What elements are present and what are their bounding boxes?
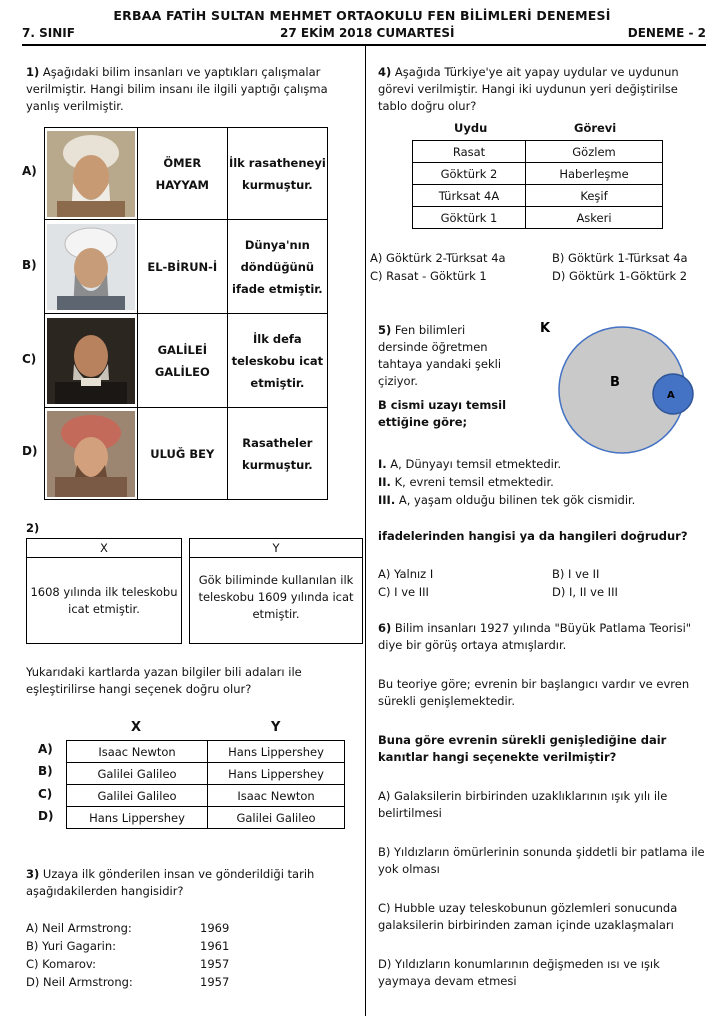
q5-label-a: A: [667, 390, 675, 401]
q3-number: 3): [26, 867, 40, 881]
q4-number: 4): [378, 65, 392, 79]
q2-a-x: Isaac Newton: [67, 741, 208, 763]
q4-sat-3: Türksat 4A: [413, 185, 526, 207]
q5-label-b: B: [610, 375, 620, 390]
q5-statement-3-text: A, yaşam olduğu bilinen tek gök cismidir.: [395, 493, 636, 507]
q5-condition: B cismi uzayı temsil ettiğine göre;: [378, 398, 507, 429]
q5-statement-1: [378, 456, 561, 473]
q4-option-a: A) Göktürk 2-Türksat 4a: [370, 251, 506, 265]
q6-option-a: A) Galaksilerin birbirinden uzaklıklarının ışık yılı ile belirtilmesi: [378, 789, 668, 820]
q4-option-b: B) Göktürk 1-Türksat 4a: [552, 251, 688, 265]
q6-option-b: B) Yıldızların ömürlerinin sonunda şiddetli bir patlama ile yok olması: [378, 845, 705, 876]
q1-number: 1): [26, 65, 40, 79]
q1-work-c: İlk defa teleskobu icat etmiştir.: [227, 314, 327, 408]
q3-option-c-year: 1957: [200, 957, 230, 971]
q1-name-a: ÖMER HAYYAM: [137, 128, 227, 220]
q1-option-a-letter: A): [22, 164, 37, 178]
q1-row-b: [45, 220, 328, 314]
q4-row-4: [413, 207, 663, 229]
q2-question: Yukarıdaki kartlarda yazan bilgiler bili adaları ile eşleştirilirse hangi seçenek doğru olur?: [26, 665, 302, 696]
portrait-galileo: [45, 314, 138, 408]
q2-row-d: [67, 807, 345, 829]
exam-title: ERBAA FATİH SULTAN MEHMET ORTAOKULU FEN BİLİMLERİ DENEMESİ: [113, 8, 611, 23]
q5-statement-1-text: A, Dünyayı temsil etmektedir.: [386, 457, 562, 471]
q2-card-x: [26, 538, 182, 644]
q2-b-x: Galilei Galileo: [67, 763, 208, 785]
q5-statement-1-num: I.: [378, 457, 387, 471]
q2-card-y-label: Y: [190, 539, 362, 558]
portrait-ulug-bey: [45, 408, 138, 500]
q2-option-b-letter: B): [38, 764, 53, 778]
q1-text: Aşağıdaki bilim insanları ve yaptıkları çalışmalar verilmiştir. Hangi bilim insanı ile ilgili yaptığı çalışma yanlış verilmiştir.: [26, 65, 328, 113]
portrait-el-biruni: [45, 220, 138, 314]
q3-text: Uzaya ilk gönderilen insan ve gönderildiği tarih aşağıdakilerden hangisidir?: [26, 867, 315, 898]
q6-prompt: [378, 620, 708, 654]
q2-card-x-text: 1608 yılında ilk teleskobu icat etmiştir.: [30, 585, 178, 616]
q6-question: Buna göre evrenin sürekli genişlediğine dair kanıtlar hangi seçenekte verilmiştir?: [378, 733, 667, 764]
q3-option-b-label: B) Yuri Gagarin:: [26, 939, 116, 953]
q1-scientist-table: [44, 127, 328, 500]
q4-sat-4: Göktürk 1: [413, 207, 526, 229]
q4-row-2: [413, 163, 663, 185]
q3-option-c-label: C) Komarov:: [26, 957, 96, 971]
q5-statement-3-num: III.: [378, 493, 396, 507]
q3-option-c: [26, 956, 96, 973]
q4-task-3: Keşif: [526, 185, 663, 207]
grade-label: 7. SINIF: [22, 26, 75, 40]
q1-work-b: Dünya'nın döndüğünü ifade etmiştir.: [227, 220, 327, 314]
q5-statement-2: [378, 474, 554, 491]
q1-name-c: GALİLEİ GALİLEO: [137, 314, 227, 408]
q1-work-d: Rasatheler kurmuştur.: [227, 408, 327, 500]
q2-number: 2): [26, 521, 40, 535]
q5-prompt: [378, 322, 514, 390]
q6-text: Bilim insanları 1927 yılında "Büyük Patlama Teorisi" diye bir görüş ortaya atmışlardır.: [378, 621, 692, 652]
q2-card-x-label: X: [27, 539, 181, 558]
q1-option-d-letter: D): [22, 444, 38, 458]
q2-option-a-letter: A): [38, 742, 53, 756]
q2-col-x-header: X: [131, 720, 142, 735]
q2-row-b: [67, 763, 345, 785]
q4-option-d: D) Göktürk 1-Göktürk 2: [552, 269, 688, 283]
q6-option-c: C) Hubble uzay teleskobunun gözlemleri sonucunda galaksilerin birbirinden zaman içinde uzaklaşmaları: [378, 901, 678, 932]
q1-prompt: [26, 64, 356, 115]
q2-row-c: [67, 785, 345, 807]
q3-option-d-year: 1957: [200, 975, 230, 989]
q5-diagram: [526, 318, 710, 456]
portrait-omer-hayyam: [45, 128, 138, 220]
q5-option-b: B) I ve II: [552, 567, 600, 581]
q6-text-2: Bu teoriye göre; evrenin bir başlangıcı vardır ve evren sürekli genişlemektedir.: [378, 677, 690, 708]
q2-option-d-letter: D): [38, 809, 54, 823]
header-divider: [22, 44, 706, 46]
q2-d-y: Galilei Galileo: [208, 807, 345, 829]
q1-option-c-letter: C): [22, 352, 37, 366]
q2-card-y: [189, 538, 363, 644]
q5-option-d: D) I, II ve III: [552, 585, 618, 599]
q1-name-d: ULUĞ BEY: [137, 408, 227, 500]
exam-number: DENEME - 2: [627, 26, 706, 40]
q4-row-3: [413, 185, 663, 207]
q5-statement-3: [378, 492, 635, 509]
q5-label-k: K: [540, 321, 551, 336]
q4-task-1: Gözlem: [526, 141, 663, 163]
q5-statement-2-num: II.: [378, 475, 391, 489]
q2-a-y: Hans Lippershey: [208, 741, 345, 763]
q3-option-a: [26, 920, 132, 937]
q3-option-d-label: D) Neil Armstrong:: [26, 975, 133, 989]
column-divider: [365, 46, 366, 1016]
q4-option-c: C) Rasat - Göktürk 1: [370, 269, 487, 283]
q5-option-a: A) Yalnız I: [378, 567, 434, 581]
q2-c-x: Galilei Galileo: [67, 785, 208, 807]
q5-question: ifadelerinden hangisi ya da hangileri doğrudur?: [378, 529, 688, 543]
q2-option-c-letter: C): [38, 787, 53, 801]
q4-task-2: Haberleşme: [526, 163, 663, 185]
q4-col-sat-header: Uydu: [454, 121, 488, 135]
q4-col-task-header: Görevi: [574, 121, 617, 135]
q4-prompt: [378, 64, 708, 115]
q4-satellite-table: [412, 140, 663, 229]
q2-col-y-header: Y: [271, 720, 281, 735]
q4-task-4: Askeri: [526, 207, 663, 229]
exam-date: 27 EKİM 2018 CUMARTESİ: [280, 26, 455, 40]
q3-option-a-label: A) Neil Armstrong:: [26, 921, 132, 935]
q2-c-y: Isaac Newton: [208, 785, 345, 807]
q4-row-1: [413, 141, 663, 163]
q5-option-c: C) I ve III: [378, 585, 429, 599]
q1-option-b-letter: B): [22, 258, 37, 272]
q2-b-y: Hans Lippershey: [208, 763, 345, 785]
q1-work-a: İlk rasatheneyi kurmuştur.: [227, 128, 327, 220]
q1-row-a: [45, 128, 328, 220]
q3-prompt: [26, 866, 356, 900]
q3-option-b-year: 1961: [200, 939, 230, 953]
q4-sat-1: Rasat: [413, 141, 526, 163]
q5-statement-2-text: K, evreni temsil etmektedir.: [390, 475, 554, 489]
q2-row-a: [67, 741, 345, 763]
q3-option-d: [26, 974, 133, 991]
q2-d-x: Hans Lippershey: [67, 807, 208, 829]
q1-name-b: EL-BİRUN-İ: [137, 220, 227, 314]
q2-answer-table: [66, 740, 345, 829]
q1-row-d: [45, 408, 328, 500]
q6-option-d: D) Yıldızların konumlarının değişmeden ısı ve ışık yaymaya devam etmesi: [378, 957, 660, 988]
q5-number: 5): [378, 323, 392, 337]
q3-option-b: [26, 938, 116, 955]
q3-option-a-year: 1969: [200, 921, 230, 935]
q4-sat-2: Göktürk 2: [413, 163, 526, 185]
q2-card-y-text: Gök biliminde kullanılan ilk teleskobu 1609 yılında icat etmiştir.: [198, 573, 354, 621]
q6-number: 6): [378, 621, 392, 635]
q1-row-c: [45, 314, 328, 408]
q5-text: Fen bilimleri dersinde öğretmen tahtaya yandaki şekli çiziyor.: [378, 323, 502, 388]
q4-text: Aşağıda Türkiye'ye ait yapay uydular ve uydunun görevi verilmiştir. Hangi iki uydunun yeri değiştirilse tablo doğru olur?: [378, 65, 679, 113]
